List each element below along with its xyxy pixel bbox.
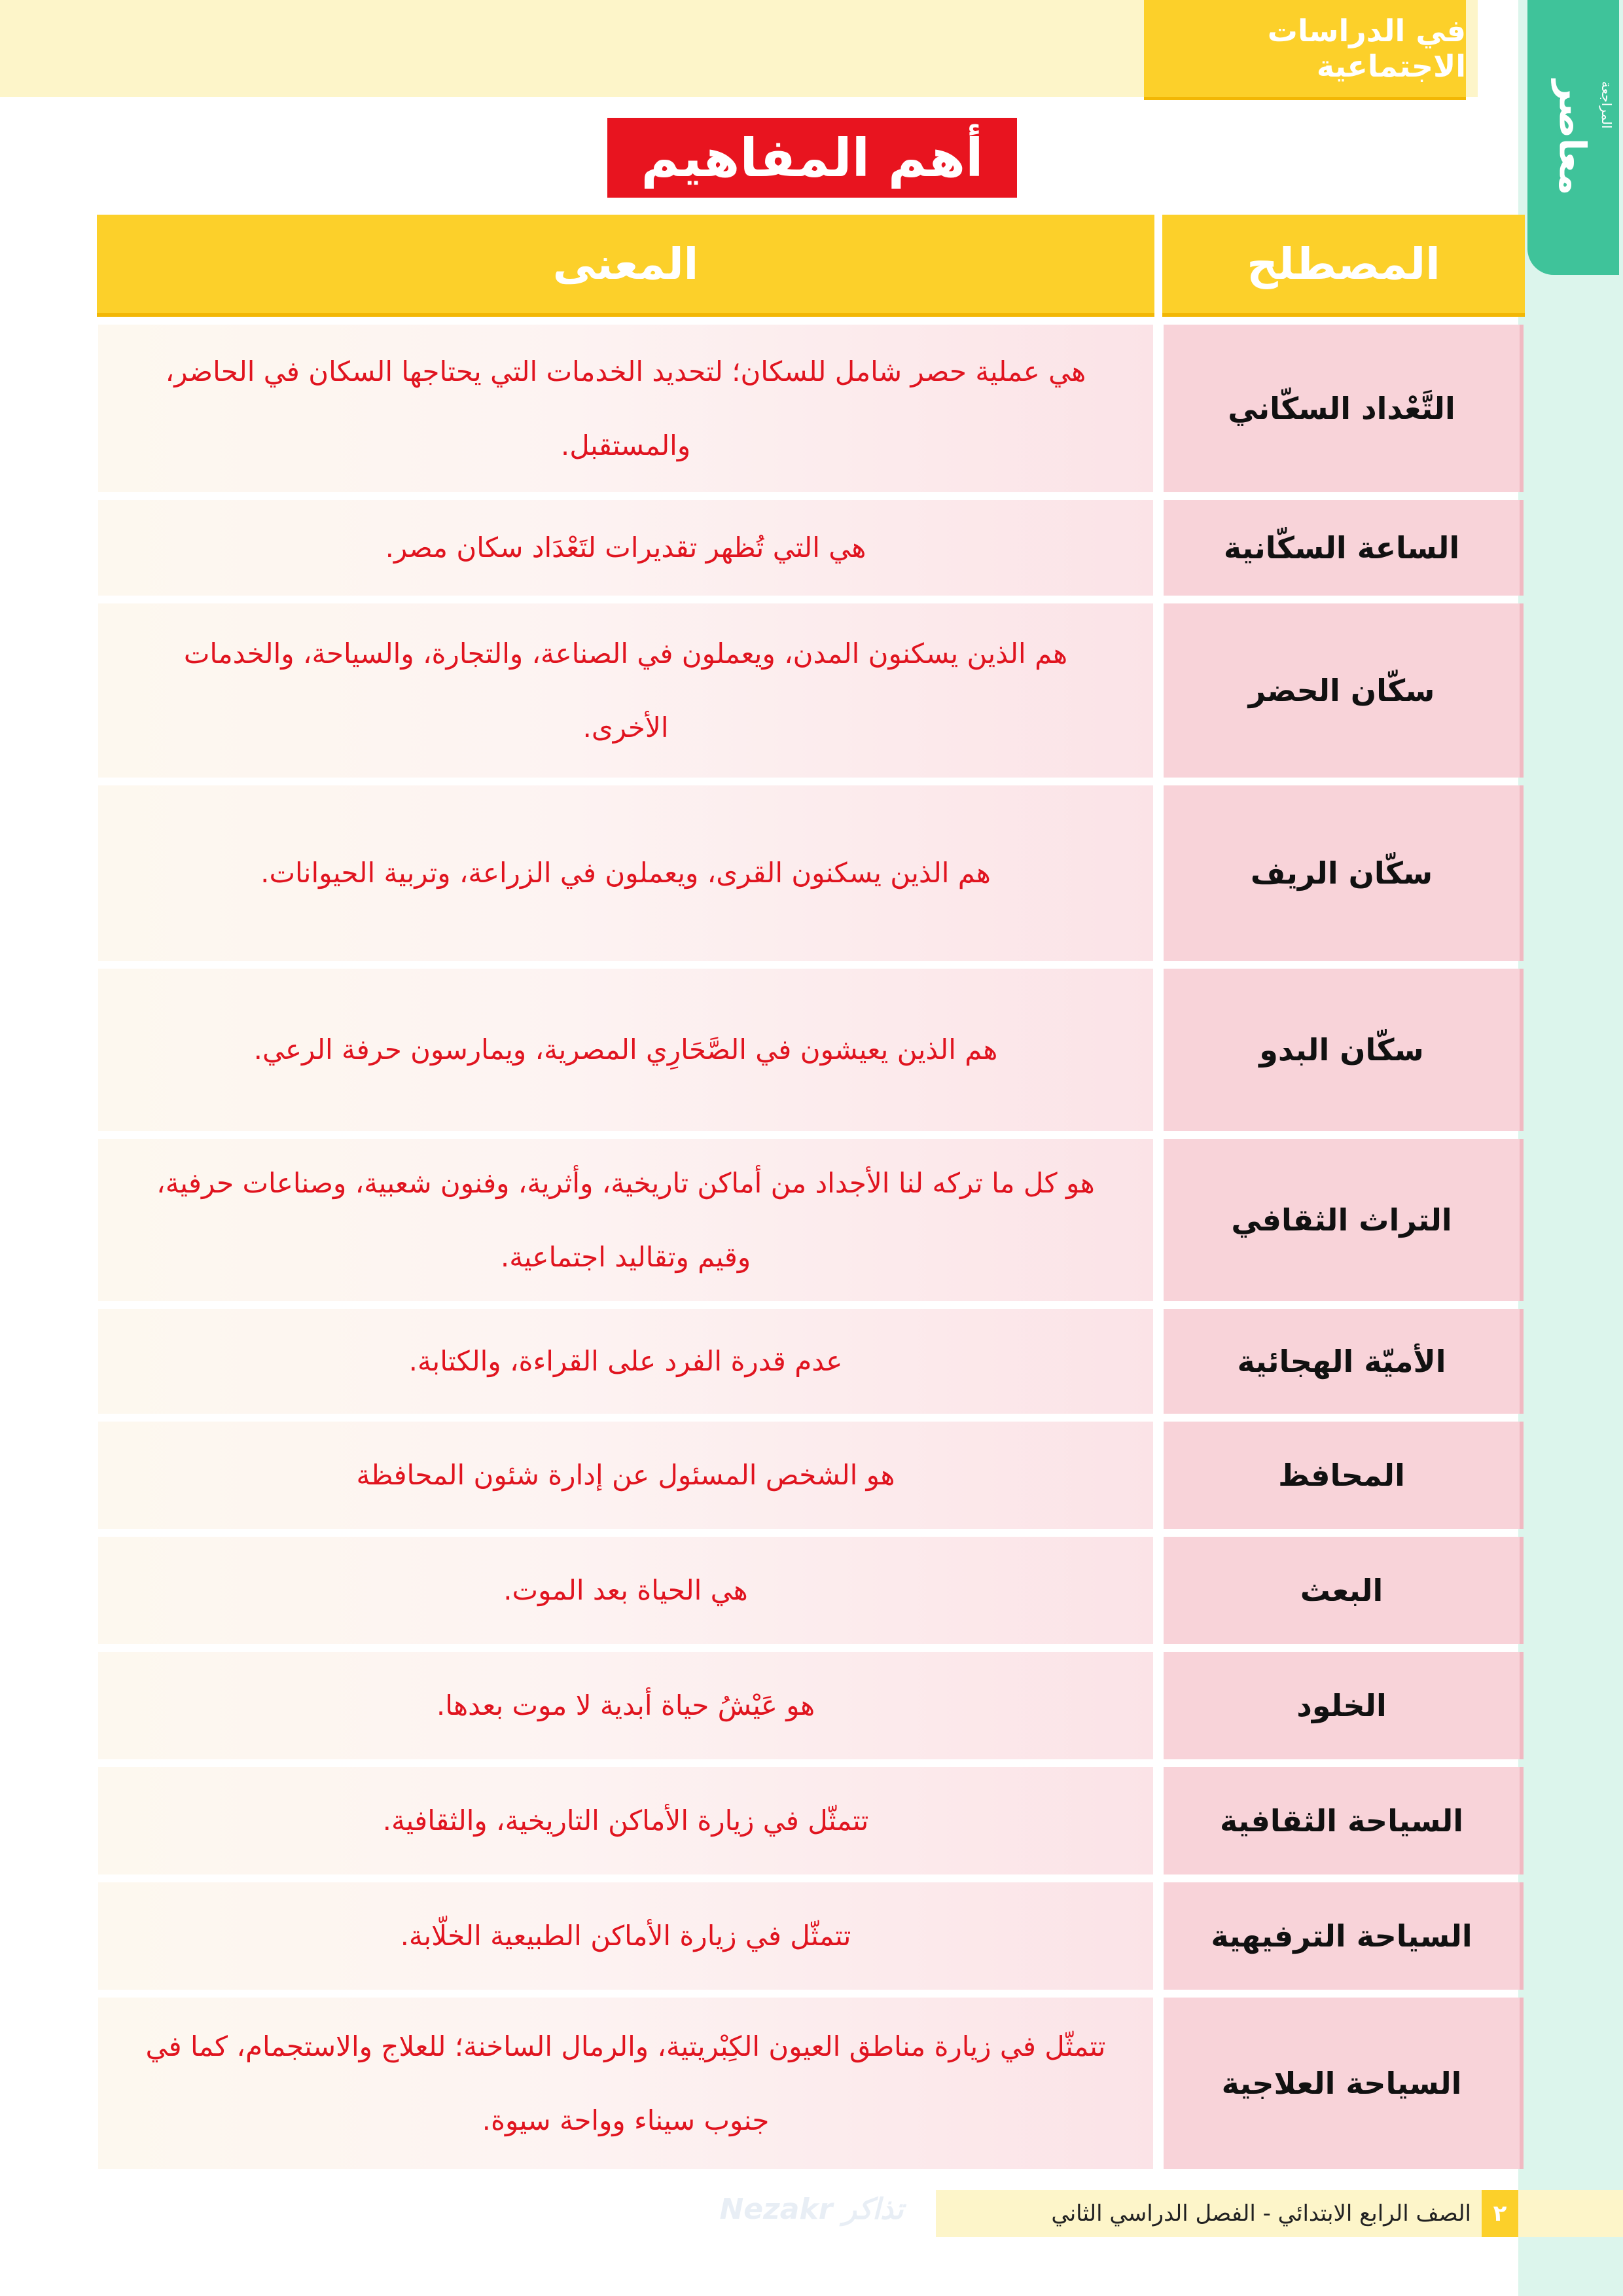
side-tab-title: معاصر [1550,79,1594,196]
column-header-term: المصطلح [1162,215,1525,317]
meaning-text: هي التي تُظهر تقديرات لتَعْدَاد سكان مصر. [385,531,866,564]
term-cell: السياحة الترفيهية [1164,1882,1524,1990]
meaning-cell [98,1652,1153,1759]
meaning-cell [98,1422,1153,1529]
meaning-text: هو عَيْشُ حياة أبدية لا موت بعدها. [436,1689,815,1722]
meaning-cell [98,325,1153,492]
column-header-meaning: المعنى [97,215,1154,317]
meaning-text: هم الذين يعيشون في الصَّحَارِي المصرية، ويمارسون حرفة الرعي. [253,1033,998,1066]
term-cell: السياحة الثقافية [1164,1767,1524,1874]
term-cell: التراث الثقافي [1164,1139,1524,1301]
meaning-cell [98,1882,1153,1990]
term-cell: سكّان الحضر [1164,603,1524,778]
meaning-text: هي الحياة بعد الموت. [503,1574,748,1607]
meaning-cell [98,603,1153,778]
meaning-text: هي عملية حصر شامل للسكان؛ لتحديد الخدمات التي يحتاجها السكان في الحاضر، والمستقبل. [165,355,1086,461]
meaning-text: عدم قدرة الفرد على القراءة، والكتابة. [408,1345,843,1378]
side-strip [1518,0,1623,2296]
page-number: ٢ [1482,2190,1518,2237]
side-tab-subtitle: المراجعة [1599,81,1614,129]
meaning-cell [98,500,1153,596]
meaning-cell [98,1139,1153,1301]
meaning-text: هو الشخص المسئول عن إدارة شئون المحافظة [356,1459,895,1492]
term-cell: التَّعْداد السكّاني [1164,325,1524,492]
meaning-text: هم الذين يسكنون المدن، ويعملون في الصناعة، والتجارة، والسياحة، والخدمات الأخرى. [183,637,1068,744]
term-cell: السياحة العلاجية [1164,1998,1524,2169]
term-cell: الأميّة الهجائية [1164,1309,1524,1414]
term-cell: الساعة السكّانية [1164,500,1524,596]
meaning-text: تتمثّل في زيارة الأماكن الطبيعية الخلّابة. [400,1920,851,1952]
meaning-cell [98,1309,1153,1414]
term-cell: سكّان البدو [1164,969,1524,1131]
page-title: أهم المفاهيم [607,118,1017,198]
meaning-text: هو كل ما تركه لنا الأجداد من أماكن تاريخية، وأثرية، وفنون شعبية، وصناعات حرفية، وقيم وتقاليد اجتماعية. [156,1166,1095,1273]
meaning-text: تتمثّل في زيارة مناطق العيون الكِبْريتية، والرمال الساخنة؛ للعلاج والاستجمام، كما في جنوب سيناء وواحة سيوة. [145,2030,1106,2136]
meaning-text: هم الذين يسكنون القرى، ويعملون في الزراعة، وتربية الحيوانات. [260,857,991,889]
subject-label: في الدراسات الاجتماعية [1144,0,1466,100]
term-cell: البعث [1164,1537,1524,1644]
meaning-cell [98,785,1153,961]
term-cell: الخلود [1164,1652,1524,1759]
footer-text: الصف الرابع الابتدائي - الفصل الدراسي الثاني [1051,2200,1471,2227]
meaning-cell [98,969,1153,1131]
meaning-cell [98,1998,1153,2169]
term-cell: سكّان الريف [1164,785,1524,961]
meaning-cell [98,1537,1153,1644]
watermark-logo: Nezakr تذاكر [719,2192,904,2226]
meaning-cell [98,1767,1153,1874]
term-cell: المحافظ [1164,1422,1524,1529]
meaning-text: تتمثّل في زيارة الأماكن التاريخية، والثقافية. [382,1804,869,1837]
